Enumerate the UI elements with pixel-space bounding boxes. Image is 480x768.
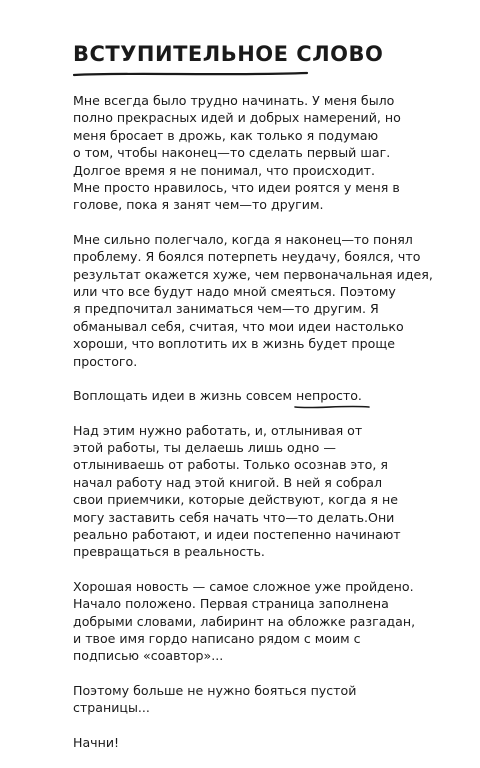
paragraph-7 bbox=[73, 734, 413, 751]
text-line: Мне просто нравилось, что идеи роятся у меня в bbox=[73, 180, 400, 196]
word-underline bbox=[294, 404, 370, 410]
paragraph-5 bbox=[73, 578, 416, 665]
text-line: могу заставить себя начать что—то делать.Они bbox=[73, 509, 395, 525]
body-text bbox=[73, 92, 433, 751]
text-line: свои приемчики, которые действуют, когда я не bbox=[73, 492, 399, 508]
text-line: или что все будут надо мной смеяться. Поэтому bbox=[73, 284, 396, 300]
text-line: отлыниваешь от работы. Только осознав это, я bbox=[73, 457, 388, 473]
text-line: простого. bbox=[73, 353, 138, 369]
text-line: о том, чтобы наконец—то сделать первый шаг. bbox=[73, 145, 391, 161]
paragraph-3 bbox=[73, 387, 413, 404]
text-line: Долгое время я не понимал, что происходит. bbox=[73, 162, 376, 178]
text-line: Хорошая новость — самое сложное уже пройдено. bbox=[73, 578, 414, 594]
paragraph-2 bbox=[73, 231, 433, 370]
text-line: страницы... bbox=[73, 700, 150, 716]
text-line: обманывал себя, считая, что мои идеи настолько bbox=[73, 318, 404, 334]
text-line: Мне сильно полегчало, когда я наконец—то понял bbox=[73, 231, 413, 247]
page-title: ВСТУПИТЕЛЬНОЕ СЛОВО bbox=[73, 42, 384, 66]
text-line: голове, пока я занят чем—то другим. bbox=[73, 197, 324, 213]
text-line: Поэтому больше не нужно бояться пустой bbox=[73, 682, 357, 698]
text-line: превращаться в реальность. bbox=[73, 544, 265, 560]
text-line: Над этим нужно работать, и, отлынивая от bbox=[73, 422, 363, 438]
text-line: Начни! bbox=[73, 734, 120, 750]
text-line: полно прекрасных идей и добрых намерений, но bbox=[73, 110, 401, 126]
underlined-text: непросто. bbox=[296, 388, 362, 404]
text-line: реально работают, и идеи постепенно начинают bbox=[73, 526, 401, 542]
paragraph-1 bbox=[73, 92, 413, 214]
underlined-word bbox=[296, 387, 362, 404]
paragraph-4 bbox=[73, 422, 413, 561]
text-line: результат окажется хуже, чем первоначальная идея, bbox=[73, 266, 433, 282]
text-line: хороши, что воплотить их в жизнь будет проще bbox=[73, 336, 395, 352]
text-line: проблему. Я боялся потерпеть неудачу, боялся, что bbox=[73, 249, 421, 265]
text-line: начал работу над этой книгой. В ней я собрал bbox=[73, 474, 383, 490]
text-line: и твое имя гордо написано рядом с моим с bbox=[73, 630, 361, 646]
text-line: подписью «соавтор»... bbox=[73, 648, 224, 664]
text-line: этой работы, ты делаешь лишь одно — bbox=[73, 439, 336, 455]
text-line bbox=[73, 387, 413, 404]
text-line: Начало положено. Первая страница заполнена bbox=[73, 596, 389, 612]
text-line: Мне всегда было трудно начинать. У меня было bbox=[73, 93, 395, 108]
text-line: я предпочитал заниматься чем—то другим. Я bbox=[73, 301, 379, 317]
page-content bbox=[73, 40, 433, 768]
title-underline bbox=[73, 70, 309, 78]
text-line: добрыми словами, лабиринт на обложке разгадан, bbox=[73, 613, 416, 629]
paragraph-6 bbox=[73, 682, 413, 717]
text-fragment: Воплощать идеи в жизнь совсем bbox=[73, 388, 297, 404]
text-line: меня бросает в дрожь, как только я подумаю bbox=[73, 127, 379, 143]
